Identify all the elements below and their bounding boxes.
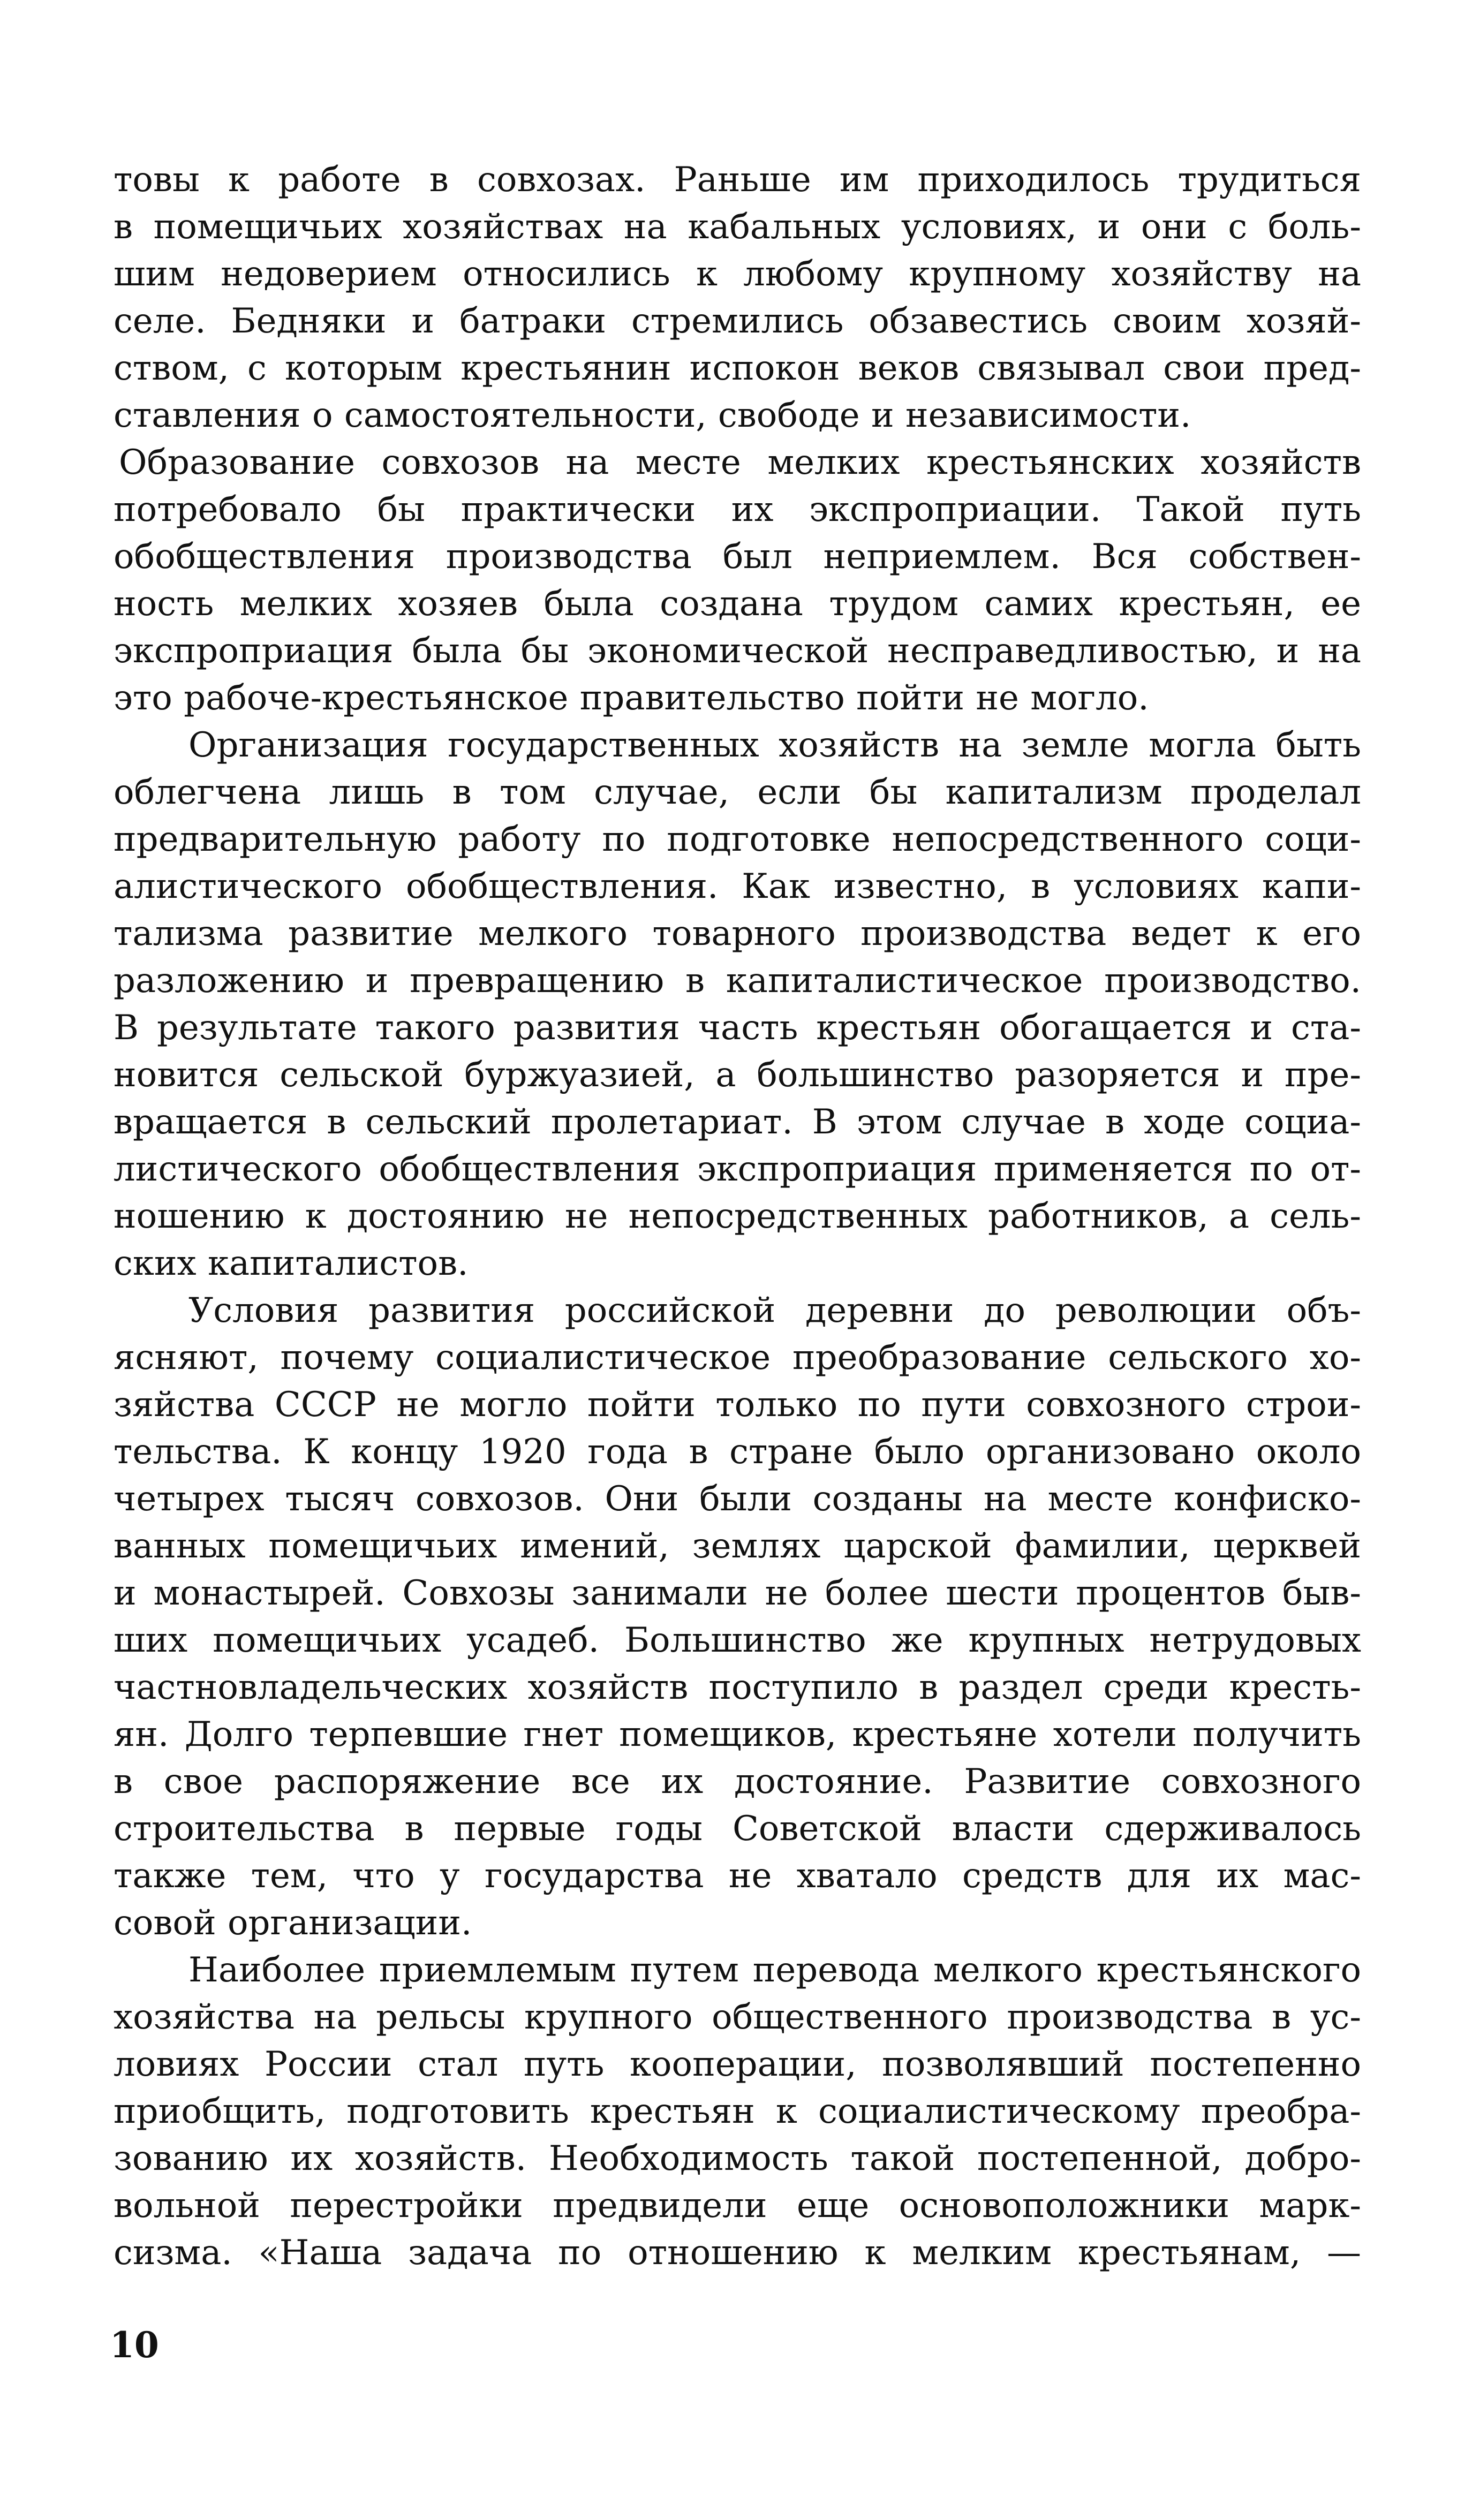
text-line: тализма развитие мелкого товарного производства ведет к его (114, 914, 1361, 953)
text-line: также тем, что у государства не хватало средств для их мас- (114, 1856, 1361, 1896)
text-line: предварительную работу по подготовке непосредственного соци- (114, 820, 1361, 859)
text-line: В результате такого развития часть крестьян обогащается и ста- (114, 1008, 1361, 1048)
text-line: приобщить, подготовить крестьян к социалистическому преобра- (114, 2092, 1361, 2131)
text-line: ванных помещичьих имений, землях царской фамилии, церквей (114, 1526, 1361, 1566)
body-text (114, 156, 1361, 2276)
text-line: вольной перестройки предвидели еще основоположники марк- (114, 2186, 1361, 2226)
text-line: ставления о самостоятельности, свободе и независимости. (114, 396, 1191, 435)
text-line: Условия развития российской деревни до революции объ- (188, 1291, 1361, 1330)
text-line: тельства. К концу 1920 года в стране было организовано около (114, 1432, 1361, 1472)
text-line: обобществления производства был неприемлем. Вся собствен- (114, 537, 1361, 577)
text-line: новится сельской буржуазией, а большинство разоряется и пре- (114, 1055, 1361, 1095)
text-line: и монастырей. Совхозы занимали не более шести процентов быв- (114, 1573, 1361, 1613)
paragraph-2 (114, 439, 1361, 722)
text-line: зяйства СССР не могло пойти только по пути совхозного строи- (114, 1385, 1361, 1425)
page-number: 10 (110, 2324, 159, 2366)
text-line: сизма. «Наша задача по отношению к мелким крестьянам, — (114, 2233, 1361, 2273)
text-line: строительства в первые годы Советской власти сдерживалось (114, 1809, 1361, 1849)
text-line: ством, с которым крестьянин испокон веков связывал свои пред- (114, 349, 1361, 388)
text-line: ношению к достоянию не непосредственных работников, а сель- (114, 1197, 1361, 1236)
text-line: Наиболее приемлемым путем перевода мелкого крестьянского (188, 1950, 1361, 1990)
text-line: ловиях России стал путь кооперации, позволявший постепенно (114, 2045, 1361, 2084)
text-line: ясняют, почему социалистическое преобразование сельского хо- (114, 1338, 1361, 1378)
text-line: облегчена лишь в том случае, если бы капитализм проделал (114, 773, 1361, 812)
text-line: зованию их хозяйств. Необходимость такой постепенной, добро- (114, 2139, 1361, 2178)
text-line: разложению и превращению в капиталистическое производство. (114, 961, 1361, 1001)
text-line: селе. Бедняки и батраки стремились обзавестись своим хозяй- (114, 301, 1361, 341)
text-line: экспроприация была бы экономической несправедливостью, и на (114, 631, 1361, 671)
text-line: в помещичьих хозяйствах на кабальных условиях, и они с боль- (114, 207, 1361, 247)
text-line: ских капиталистов. (114, 1244, 469, 1283)
text-line: это рабоче-крестьянское правительство пойти не могло. (114, 678, 1149, 718)
paragraph-3 (114, 722, 1361, 1287)
text-line: совой организации. (114, 1903, 472, 1943)
text-line: ших помещичьих усадеб. Большинство же крупных нетрудовых (114, 1621, 1361, 1660)
text-line: листического обобществления экспроприация применяется по от- (114, 1149, 1361, 1189)
text-line: четырех тысяч совхозов. Они были созданы на месте конфиско- (114, 1479, 1361, 1519)
text-line: в свое распоряжение все их достояние. Развитие совхозного (114, 1762, 1361, 1802)
text-line: потребовало бы практически их экспроприации. Такой путь (114, 490, 1361, 529)
text-line: шим недоверием относились к любому крупному хозяйству на (114, 254, 1361, 294)
paragraph-5 (114, 1947, 1361, 2276)
text-line: ность мелких хозяев была создана трудом самих крестьян, ее (114, 584, 1361, 624)
paragraph-1 (114, 156, 1361, 439)
text-line: частновладельческих хозяйств поступило в раздел среди кресть- (114, 1668, 1361, 1707)
paragraph-4 (114, 1287, 1361, 1947)
text-line: товы к работе в совхозах. Раньше им приходилось трудиться (114, 160, 1361, 200)
text-line: хозяйства на рельсы крупного общественного производства в ус- (114, 1997, 1361, 2037)
text-line: алистического обобществления. Как известно, в условиях капи- (114, 867, 1361, 906)
text-line: Организация государственных хозяйств на земле могла быть (188, 725, 1361, 765)
text-line: Образование совхозов на месте мелких крестьянских хозяйств (119, 443, 1361, 482)
text-line: вращается в сельский пролетариат. В этом случае в ходе социа- (114, 1102, 1361, 1142)
text-line: ян. Долго терпевшие гнет помещиков, крестьяне хотели получить (114, 1715, 1361, 1754)
